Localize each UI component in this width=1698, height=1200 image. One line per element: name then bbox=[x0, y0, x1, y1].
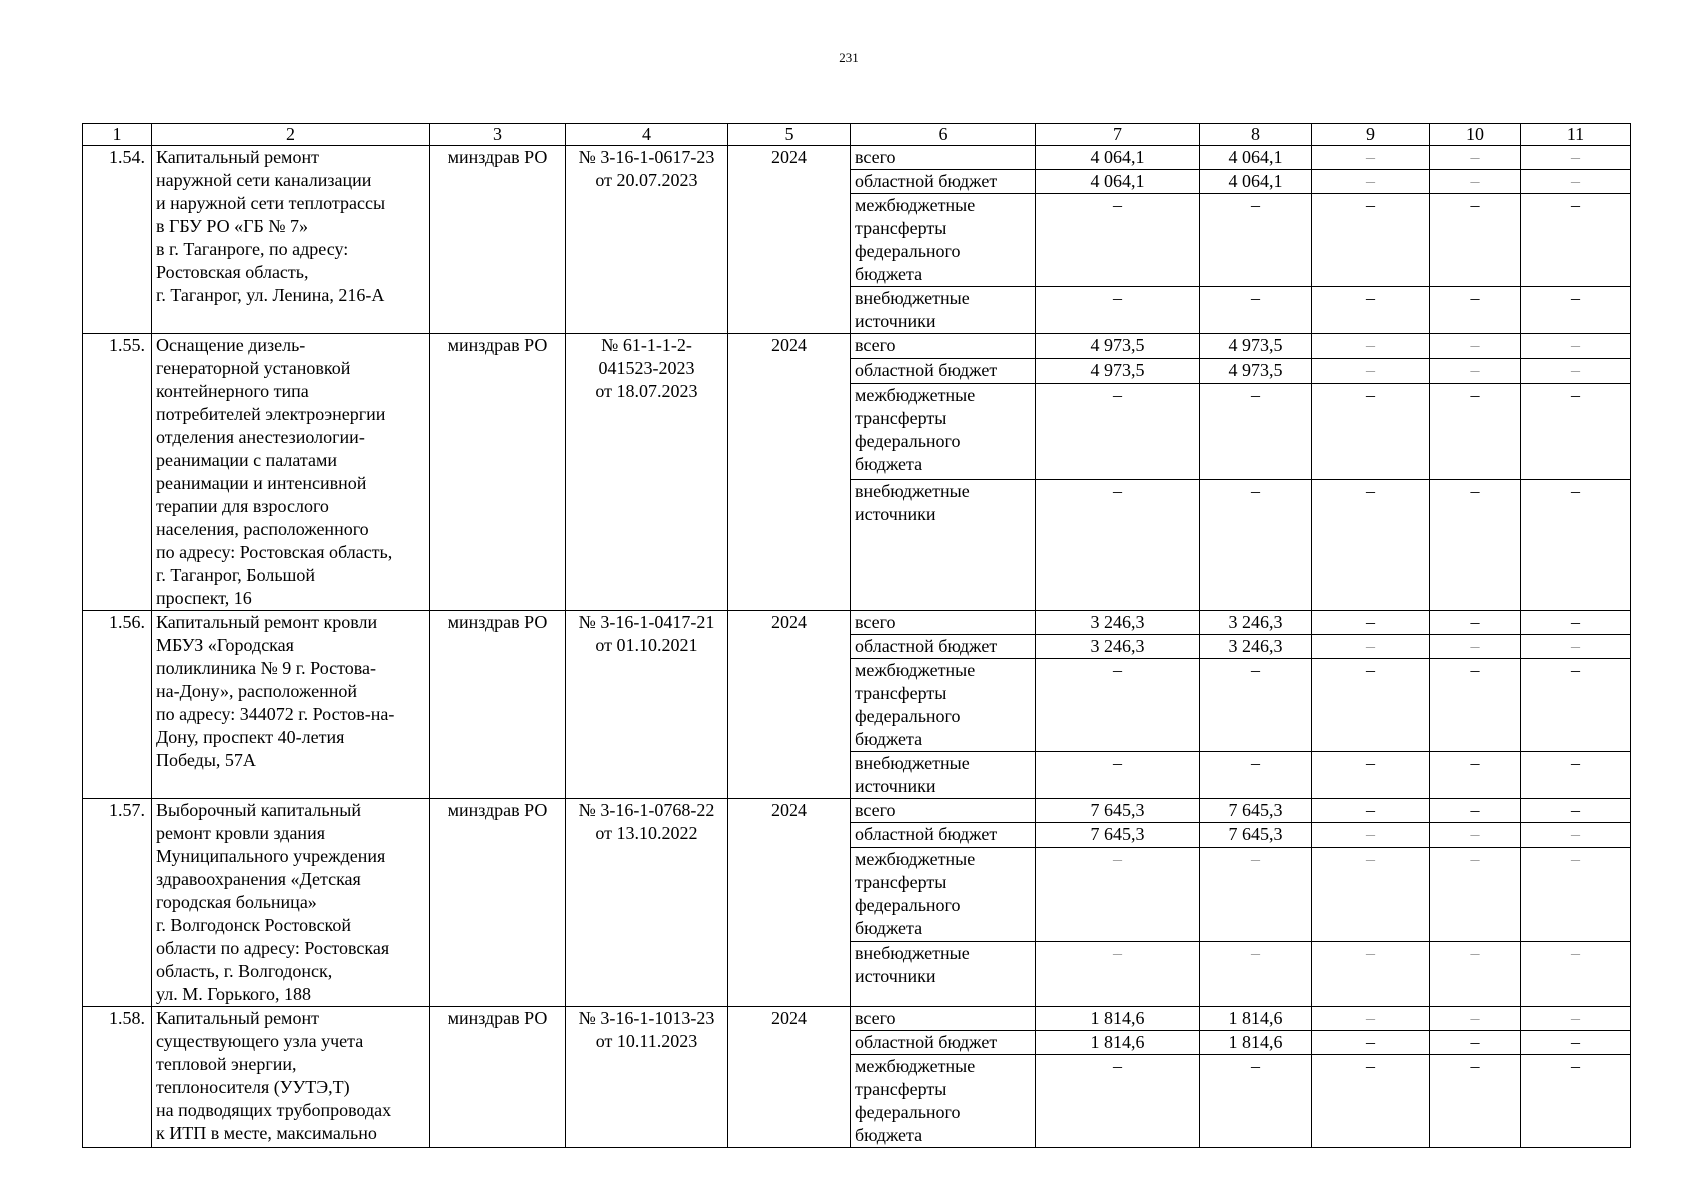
value-cell: – bbox=[1521, 847, 1631, 941]
value-cell: – bbox=[1430, 1007, 1521, 1031]
value-cell: – bbox=[1312, 752, 1430, 799]
value-cell: 4 064,1 bbox=[1200, 146, 1312, 170]
value-cell: – bbox=[1521, 635, 1631, 659]
executor: минздрав РО bbox=[430, 611, 566, 799]
header-cell: 7 bbox=[1036, 124, 1200, 146]
value-cell: – bbox=[1312, 635, 1430, 659]
funding-source-regional: областной бюджет bbox=[851, 358, 1036, 383]
value-cell: – bbox=[1312, 799, 1430, 823]
value-cell: – bbox=[1036, 383, 1200, 479]
document-ref: № 3-16-1-1013-23 от 10.11.2023 bbox=[566, 1007, 728, 1148]
value-cell: – bbox=[1521, 287, 1631, 334]
value-cell: – bbox=[1521, 358, 1631, 383]
value-cell: 1 814,6 bbox=[1036, 1007, 1200, 1031]
page-number: 231 bbox=[839, 50, 859, 65]
value-cell: – bbox=[1036, 942, 1200, 1007]
value-cell: – bbox=[1430, 146, 1521, 170]
value-cell: – bbox=[1521, 752, 1631, 799]
executor: минздрав РО bbox=[430, 1007, 566, 1148]
year: 2024 bbox=[728, 611, 851, 799]
value-cell: 1 814,6 bbox=[1036, 1031, 1200, 1055]
project-name: Капитальный ремонт наружной сети канализации и наружной сети теплотрассы в ГБУ РО «ГБ № 7» в г. Таганроге, по адресу: Ростовская область, г. Таганрог, ул. Ленина, 216-А bbox=[152, 146, 430, 334]
header-cell: 4 bbox=[566, 124, 728, 146]
value-cell: 3 246,3 bbox=[1036, 611, 1200, 635]
value-cell: 4 973,5 bbox=[1200, 334, 1312, 359]
funding-source-total: всего bbox=[851, 334, 1036, 359]
project-row bbox=[83, 611, 1631, 635]
value-cell: – bbox=[1200, 942, 1312, 1007]
value-cell: 4 973,5 bbox=[1036, 358, 1200, 383]
project-row bbox=[83, 334, 1631, 359]
value-cell: 4 064,1 bbox=[1200, 170, 1312, 194]
funding-source-total: всего bbox=[851, 611, 1036, 635]
value-cell: – bbox=[1200, 479, 1312, 610]
value-cell: – bbox=[1036, 752, 1200, 799]
project-row bbox=[83, 799, 1631, 823]
value-cell: – bbox=[1430, 752, 1521, 799]
value-cell: – bbox=[1430, 1055, 1521, 1148]
document-ref: № 3-16-1-0617-23 от 20.07.2023 bbox=[566, 146, 728, 334]
value-cell: – bbox=[1200, 659, 1312, 752]
value-cell: – bbox=[1521, 659, 1631, 752]
value-cell: – bbox=[1312, 659, 1430, 752]
funding-source-offbudget: внебюджетные источники bbox=[851, 479, 1036, 610]
value-cell: 7 645,3 bbox=[1036, 799, 1200, 823]
project-name: Капитальный ремонт существующего узла учета тепловой энергии, теплоносителя (УУТЭ,Т) на подводящих трубопроводах к ИТП в месте, максимально bbox=[152, 1007, 430, 1148]
header-cell: 11 bbox=[1521, 124, 1631, 146]
document-ref: № 3-16-1-0417-21 от 01.10.2021 bbox=[566, 611, 728, 799]
document-ref: № 3-16-1-0768-22 от 13.10.2022 bbox=[566, 799, 728, 1007]
year: 2024 bbox=[728, 334, 851, 611]
funding-source-federal: межбюджетные трансферты федерального бюджета bbox=[851, 1055, 1036, 1148]
value-cell: – bbox=[1430, 194, 1521, 287]
value-cell: – bbox=[1521, 823, 1631, 847]
funding-source-federal: межбюджетные трансферты федерального бюджета bbox=[851, 194, 1036, 287]
value-cell: – bbox=[1312, 479, 1430, 610]
executor: минздрав РО bbox=[430, 334, 566, 611]
value-cell: – bbox=[1521, 146, 1631, 170]
value-cell: 3 246,3 bbox=[1036, 635, 1200, 659]
value-cell: – bbox=[1312, 823, 1430, 847]
funding-source-regional: областной бюджет bbox=[851, 170, 1036, 194]
funding-source-regional: областной бюджет bbox=[851, 1031, 1036, 1055]
year: 2024 bbox=[728, 146, 851, 334]
project-row bbox=[83, 146, 1631, 170]
project-name: Выборочный капитальный ремонт кровли здания Муниципального учреждения здравоохранения «Детская городская больница» г. Волгодонск Ростовской области по адресу: Ростовская область, г. Волгодонск, ул. М. Горького, 188 bbox=[152, 799, 430, 1007]
value-cell: – bbox=[1312, 170, 1430, 194]
value-cell: – bbox=[1036, 287, 1200, 334]
value-cell: – bbox=[1430, 287, 1521, 334]
value-cell: – bbox=[1430, 1031, 1521, 1055]
funding-source-federal: межбюджетные трансферты федерального бюджета bbox=[851, 659, 1036, 752]
project-number: 1.57. bbox=[83, 799, 152, 1007]
project-name: Оснащение дизель- генераторной установкой контейнерного типа потребителей электроэнергии отделения анестезиологии- реанимации с палатами реанимации и интенсивной терапии для взрослого населения, расположенного по адресу: Ростовская область, г. Таганрог, Большой проспект, 16 bbox=[152, 334, 430, 611]
header-cell: 5 bbox=[728, 124, 851, 146]
value-cell: – bbox=[1200, 752, 1312, 799]
value-cell: – bbox=[1312, 1007, 1430, 1031]
value-cell: – bbox=[1312, 383, 1430, 479]
value-cell: – bbox=[1430, 942, 1521, 1007]
value-cell: – bbox=[1521, 170, 1631, 194]
value-cell: – bbox=[1200, 383, 1312, 479]
value-cell: 3 246,3 bbox=[1200, 611, 1312, 635]
value-cell: – bbox=[1521, 194, 1631, 287]
value-cell: – bbox=[1521, 1055, 1631, 1148]
value-cell: – bbox=[1521, 479, 1631, 610]
value-cell: – bbox=[1312, 334, 1430, 359]
header-cell: 10 bbox=[1430, 124, 1521, 146]
header-cell: 3 bbox=[430, 124, 566, 146]
project-row bbox=[83, 1007, 1631, 1031]
value-cell: – bbox=[1521, 1031, 1631, 1055]
value-cell: – bbox=[1521, 334, 1631, 359]
value-cell: – bbox=[1312, 1031, 1430, 1055]
value-cell: 4 064,1 bbox=[1036, 146, 1200, 170]
document-ref: № 61-1-1-2- 041523-2023 от 18.07.2023 bbox=[566, 334, 728, 611]
header-cell: 2 bbox=[152, 124, 430, 146]
value-cell: 3 246,3 bbox=[1200, 635, 1312, 659]
project-number: 1.56. bbox=[83, 611, 152, 799]
value-cell: – bbox=[1200, 847, 1312, 941]
funding-source-offbudget: внебюджетные источники bbox=[851, 287, 1036, 334]
header-cell: 8 bbox=[1200, 124, 1312, 146]
funding-source-regional: областной бюджет bbox=[851, 635, 1036, 659]
value-cell: – bbox=[1430, 799, 1521, 823]
value-cell: 1 814,6 bbox=[1200, 1031, 1312, 1055]
year: 2024 bbox=[728, 1007, 851, 1148]
value-cell: – bbox=[1200, 194, 1312, 287]
funding-source-federal: межбюджетные трансферты федерального бюджета bbox=[851, 847, 1036, 941]
header-cell: 6 bbox=[851, 124, 1036, 146]
value-cell: – bbox=[1312, 847, 1430, 941]
executor: минздрав РО bbox=[430, 799, 566, 1007]
value-cell: – bbox=[1521, 383, 1631, 479]
funding-source-total: всего bbox=[851, 146, 1036, 170]
value-cell: – bbox=[1430, 659, 1521, 752]
value-cell: – bbox=[1521, 799, 1631, 823]
funding-source-regional: областной бюджет bbox=[851, 823, 1036, 847]
value-cell: – bbox=[1312, 611, 1430, 635]
value-cell: 7 645,3 bbox=[1200, 823, 1312, 847]
year: 2024 bbox=[728, 799, 851, 1007]
header-row bbox=[83, 124, 1631, 146]
funding-source-total: всего bbox=[851, 1007, 1036, 1031]
header-cell: 1 bbox=[83, 124, 152, 146]
executor: минздрав РО bbox=[430, 146, 566, 334]
value-cell: – bbox=[1430, 823, 1521, 847]
value-cell: – bbox=[1430, 611, 1521, 635]
value-cell: 7 645,3 bbox=[1036, 823, 1200, 847]
value-cell: – bbox=[1312, 287, 1430, 334]
value-cell: – bbox=[1430, 635, 1521, 659]
header-cell: 9 bbox=[1312, 124, 1430, 146]
value-cell: – bbox=[1521, 942, 1631, 1007]
value-cell: – bbox=[1036, 659, 1200, 752]
value-cell: 1 814,6 bbox=[1200, 1007, 1312, 1031]
value-cell: – bbox=[1312, 942, 1430, 1007]
value-cell: 7 645,3 bbox=[1200, 799, 1312, 823]
value-cell: – bbox=[1521, 1007, 1631, 1031]
value-cell: – bbox=[1430, 383, 1521, 479]
value-cell: – bbox=[1036, 847, 1200, 941]
project-name: Капитальный ремонт кровли МБУЗ «Городская поликлиника № 9 г. Ростова- на-Дону», расположенной по адресу: 344072 г. Ростов-на- Дону, проспект 40-летия Победы, 57А bbox=[152, 611, 430, 799]
value-cell: – bbox=[1430, 358, 1521, 383]
value-cell: – bbox=[1312, 1055, 1430, 1148]
value-cell: 4 973,5 bbox=[1200, 358, 1312, 383]
value-cell: – bbox=[1036, 479, 1200, 610]
value-cell: – bbox=[1312, 146, 1430, 170]
value-cell: 4 973,5 bbox=[1036, 334, 1200, 359]
value-cell: – bbox=[1200, 1055, 1312, 1148]
value-cell: – bbox=[1312, 358, 1430, 383]
value-cell: – bbox=[1430, 479, 1521, 610]
funding-source-federal: межбюджетные трансферты федерального бюджета bbox=[851, 383, 1036, 479]
value-cell: – bbox=[1430, 170, 1521, 194]
value-cell: 4 064,1 bbox=[1036, 170, 1200, 194]
value-cell: – bbox=[1430, 847, 1521, 941]
funding-source-total: всего bbox=[851, 799, 1036, 823]
project-number: 1.54. bbox=[83, 146, 152, 334]
financing-table bbox=[82, 123, 1631, 1148]
value-cell: – bbox=[1036, 1055, 1200, 1148]
funding-source-offbudget: внебюджетные источники bbox=[851, 752, 1036, 799]
project-number: 1.58. bbox=[83, 1007, 152, 1148]
value-cell: – bbox=[1312, 194, 1430, 287]
value-cell: – bbox=[1036, 194, 1200, 287]
value-cell: – bbox=[1200, 287, 1312, 334]
value-cell: – bbox=[1430, 334, 1521, 359]
value-cell: – bbox=[1521, 611, 1631, 635]
funding-source-offbudget: внебюджетные источники bbox=[851, 942, 1036, 1007]
project-number: 1.55. bbox=[83, 334, 152, 611]
